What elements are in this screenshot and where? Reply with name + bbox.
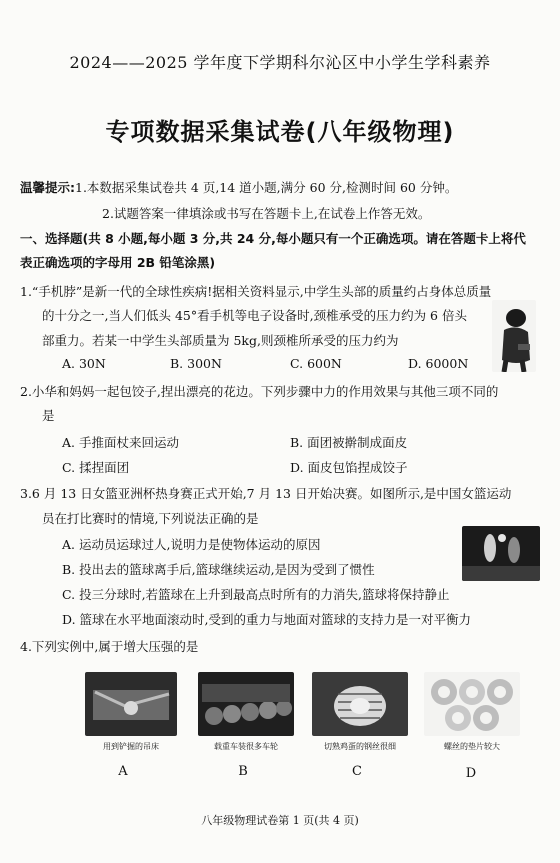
q2-line-2: 是 [42,408,55,423]
q1-option-b: B. 300N [170,356,222,371]
notice-text-1: 1.本数据采集试卷共 4 页,14 道小题,满分 60 分,检测时间 60 分钟。 [75,180,458,195]
q3-basketball-image [462,526,540,581]
exam-title: 专项数据采集试卷(八年级物理) [105,118,455,146]
q2-line-1: 2.小华和妈妈一起包饺子,捏出漂亮的花边。下列步骤中力的作用效果与其他三项不同的 [20,384,499,399]
notice-line-2: 2.试题答案一律填涂或书写在答题卡上,在试卷上作答无效。 [102,206,431,221]
q1-line-3: 部重力。若某一中学生头部质量为 5kg,则颈椎所承受的压力约为 [42,333,399,348]
q2-option-a: A. 手推面杖来回运动 [62,435,179,450]
q3-line-1: 3.6 月 13 日女篮亚洲杯热身赛正式开始,7 月 13 日开始决赛。如图所示,是中国女篮运动 [20,486,512,501]
q4-image-a [85,672,177,736]
q4-label-c: C [352,764,362,779]
q4-image-d [424,672,520,736]
q3-option-d: D. 篮球在水平地面滚动时,受到的重力与地面对篮球的支持力是一对平衡力 [62,612,471,627]
q4-caption-a: 用到铲掘的吊床 [103,742,159,751]
section-1-heading: 一、选择题(共 8 小题,每小题 3 分,共 24 分,每小题只有一个正确选项。请在答题卡上将代 [20,231,526,246]
q4-image-b [198,672,294,736]
section-1-heading-cont: 表正确选项的字母用 2B 铅笔涂黑) [20,255,216,270]
q3-option-a: A. 运动员运球过人,说明力是使物体运动的原因 [62,537,321,552]
q1-line-2: 的十分之一,当人们低头 45°看手机等电子设备时,颈椎承受的压力约为 6 倍头 [42,308,467,323]
q4-image-c [312,672,408,736]
q4-label-b: B [238,764,248,779]
q2-option-b: B. 面团被擀制成面皮 [290,435,408,450]
notice-line-1 [20,178,457,196]
q3-option-b: B. 投出去的篮球离手后,篮球继续运动,是因为受到了惯性 [62,562,375,577]
q4-label-d: D [465,766,477,781]
q1-option-d: D. 6000N [408,356,469,371]
exam-header: 2024——2025 学年度下学期科尔沁区中小学生学科素养 [69,53,491,72]
q1-line-1: 1.“手机脖”是新一代的全球性疾病!据相关资料显示,中学生头部的质量约占身体总质量 [20,284,492,299]
q4-caption-d: 螺丝的垫片较大 [444,742,500,751]
q1-option-a: A. 30N [62,356,106,371]
q4-label-a: A [118,764,128,779]
q4-caption-b: 载重车装很多车轮 [214,742,278,751]
notice-label: 温馨提示: [20,180,75,195]
page-footer: 八年级物理试卷第 1 页(共 4 页) [201,814,359,827]
q3-line-2: 员在打比赛时的情境,下列说法正确的是 [42,511,259,526]
q2-option-c: C. 揉捏面团 [62,460,130,475]
q2-option-d: D. 面皮包馅捏成饺子 [290,460,408,475]
q3-option-c: C. 投三分球时,若篮球在上升到最高点时所有的力消失,篮球将保持静止 [62,587,450,602]
q1-phone-user-image [492,300,536,372]
q4-caption-c: 切熟鸡蛋的钢丝很细 [324,742,396,751]
q1-option-c: C. 600N [290,356,342,371]
q4-stem: 4.下列实例中,属于增大压强的是 [20,639,199,654]
